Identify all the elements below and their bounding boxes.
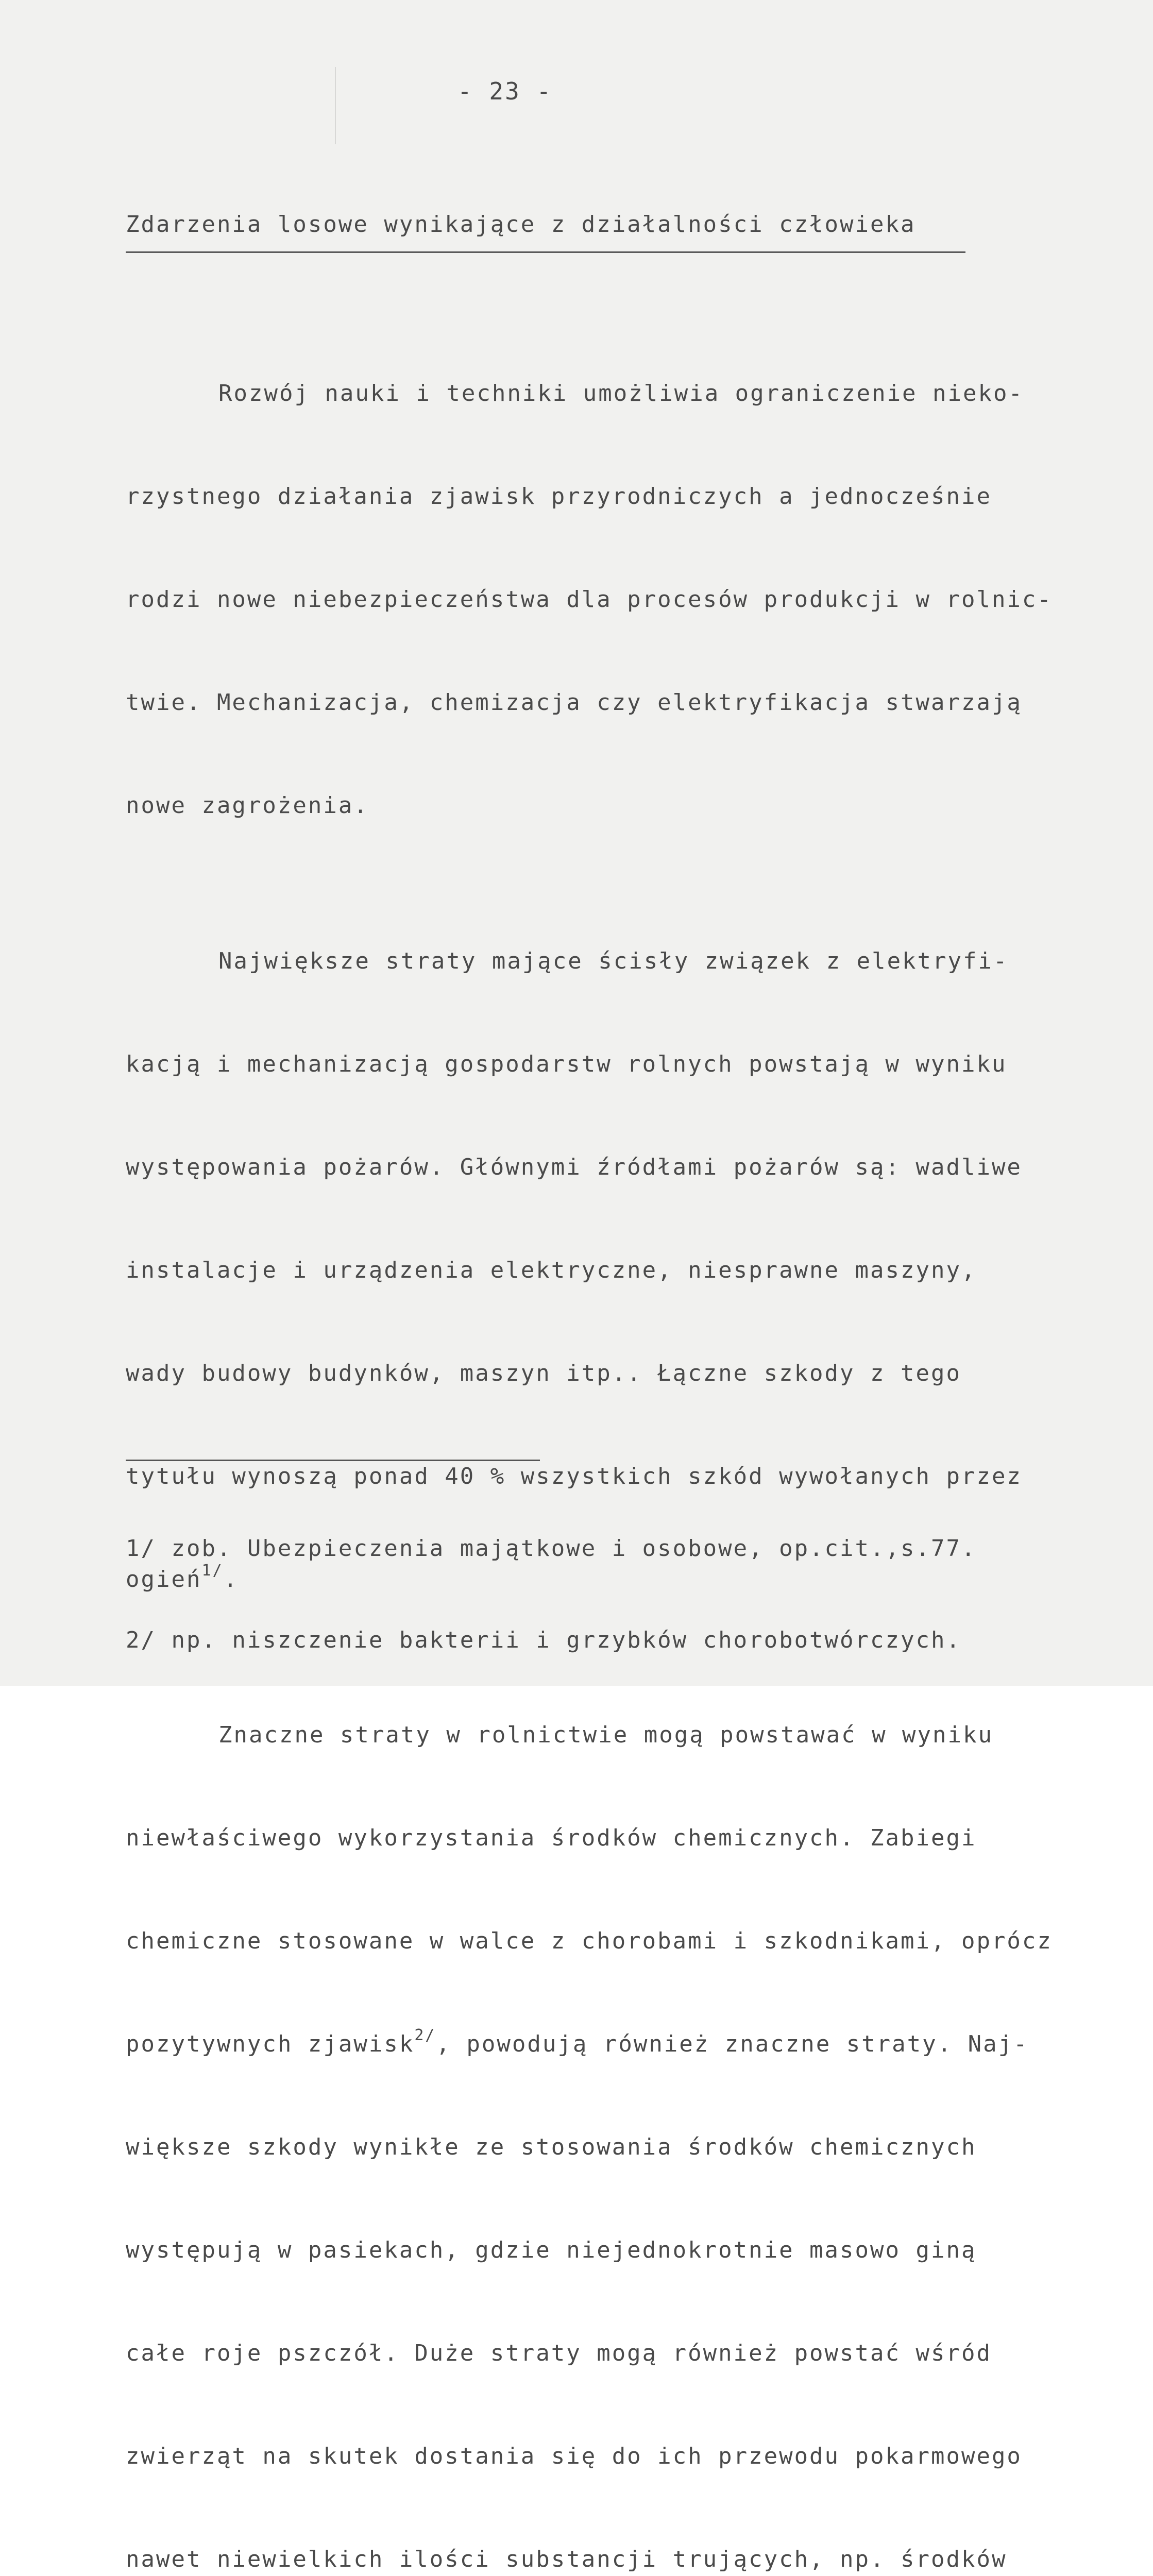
paragraph-1-line: rodzi nowe niebezpieczeństwa dla procesów produkcji w rolnic- xyxy=(126,586,1053,613)
paragraph-3-ref-text: pozytywnych zjawisk xyxy=(126,2031,415,2057)
paragraph-1-line: twie. Mechanizacja, chemizacja czy elektryfikacja stwarzają xyxy=(126,689,1022,716)
footnotes xyxy=(126,1477,976,1713)
paragraph-2-line: wady budowy budynków, maszyn itp.. Łączne szkody z tego xyxy=(126,1360,961,1386)
paragraph-2-line: występowania pożarów. Głównymi źródłami pożarów są: wadliwe xyxy=(126,1154,1022,1180)
paragraph-3-line: nawet niewielkich ilości substancji trujących, np. środków xyxy=(126,2546,1007,2572)
paragraph-1-line: rzystnego działania zjawisk przyrodniczych a jednocześnie xyxy=(126,483,992,510)
section-heading: Zdarzenia losowe wynikające z działalności człowieka xyxy=(126,211,916,238)
paragraph-2-line: tytułu wynoszą ponad 40 % wszystkich szkód wywołanych przez xyxy=(126,1463,1022,1489)
paragraph-2-line: Największe straty mające ścisły związek z elektryfi- xyxy=(218,948,1009,974)
paragraph-2-line: instalacje i urządzenia elektryczne, niesprawne maszyny, xyxy=(126,1257,977,1283)
page-number: - 23 - xyxy=(457,77,553,105)
margin-crease xyxy=(335,67,336,144)
footnote-ref-1: 1/ xyxy=(201,1562,224,1580)
footnote-ref-2: 2/ xyxy=(414,2026,436,2045)
paragraph-3-line: całe roje pszczół. Duże straty mogą również powstać wśród xyxy=(126,2340,992,2366)
paragraph-3-line: występują w pasiekach, gdzie niejednokrotnie masowo giną xyxy=(126,2237,977,2263)
paragraph-1-line: Rozwój nauki i techniki umożliwia ograniczenie nieko- xyxy=(218,380,1024,406)
body-text xyxy=(126,290,1094,2576)
heading-underline xyxy=(126,251,965,253)
paragraph-3-line: Znaczne straty w rolnictwie mogą powstawać w wyniku xyxy=(218,1722,994,1748)
paragraph-3-line: większe szkody wynikłe ze stosowania środków chemicznych xyxy=(126,2134,977,2160)
paragraph-3-line: chemiczne stosowane w walce z chorobami i szkodnikami, oprócz xyxy=(126,1928,1053,1954)
paragraph-1-line: nowe zagrożenia. xyxy=(126,792,369,819)
paragraph-2-last-tail: . xyxy=(223,1566,239,1592)
paragraph-2-last-text: ogień xyxy=(126,1566,202,1592)
paragraph-3-ref-line xyxy=(126,2019,1094,2070)
paragraph-3-line: zwierząt na skutek dostania się do ich przewodu pokarmowego xyxy=(126,2443,1022,2469)
footnote-separator xyxy=(126,1460,540,1461)
footnote-2: 2/ np. niszczenie bakterii i grzybków chorobotwórczych. xyxy=(126,1627,961,1653)
paragraph-3-line: niewłaściwego wykorzystania środków chemicznych. Zabiegi xyxy=(126,1825,977,1851)
footnote-1: 1/ zob. Ubezpieczenia majątkowe i osobowe, op.cit.,s.77. xyxy=(126,1535,977,1562)
paragraph-2-line: kacją i mechanizacją gospodarstw rolnych powstają w wyniku xyxy=(126,1051,1007,1077)
paragraph-3-ref-tail: , powodują również znaczne straty. Naj- xyxy=(436,2031,1029,2057)
